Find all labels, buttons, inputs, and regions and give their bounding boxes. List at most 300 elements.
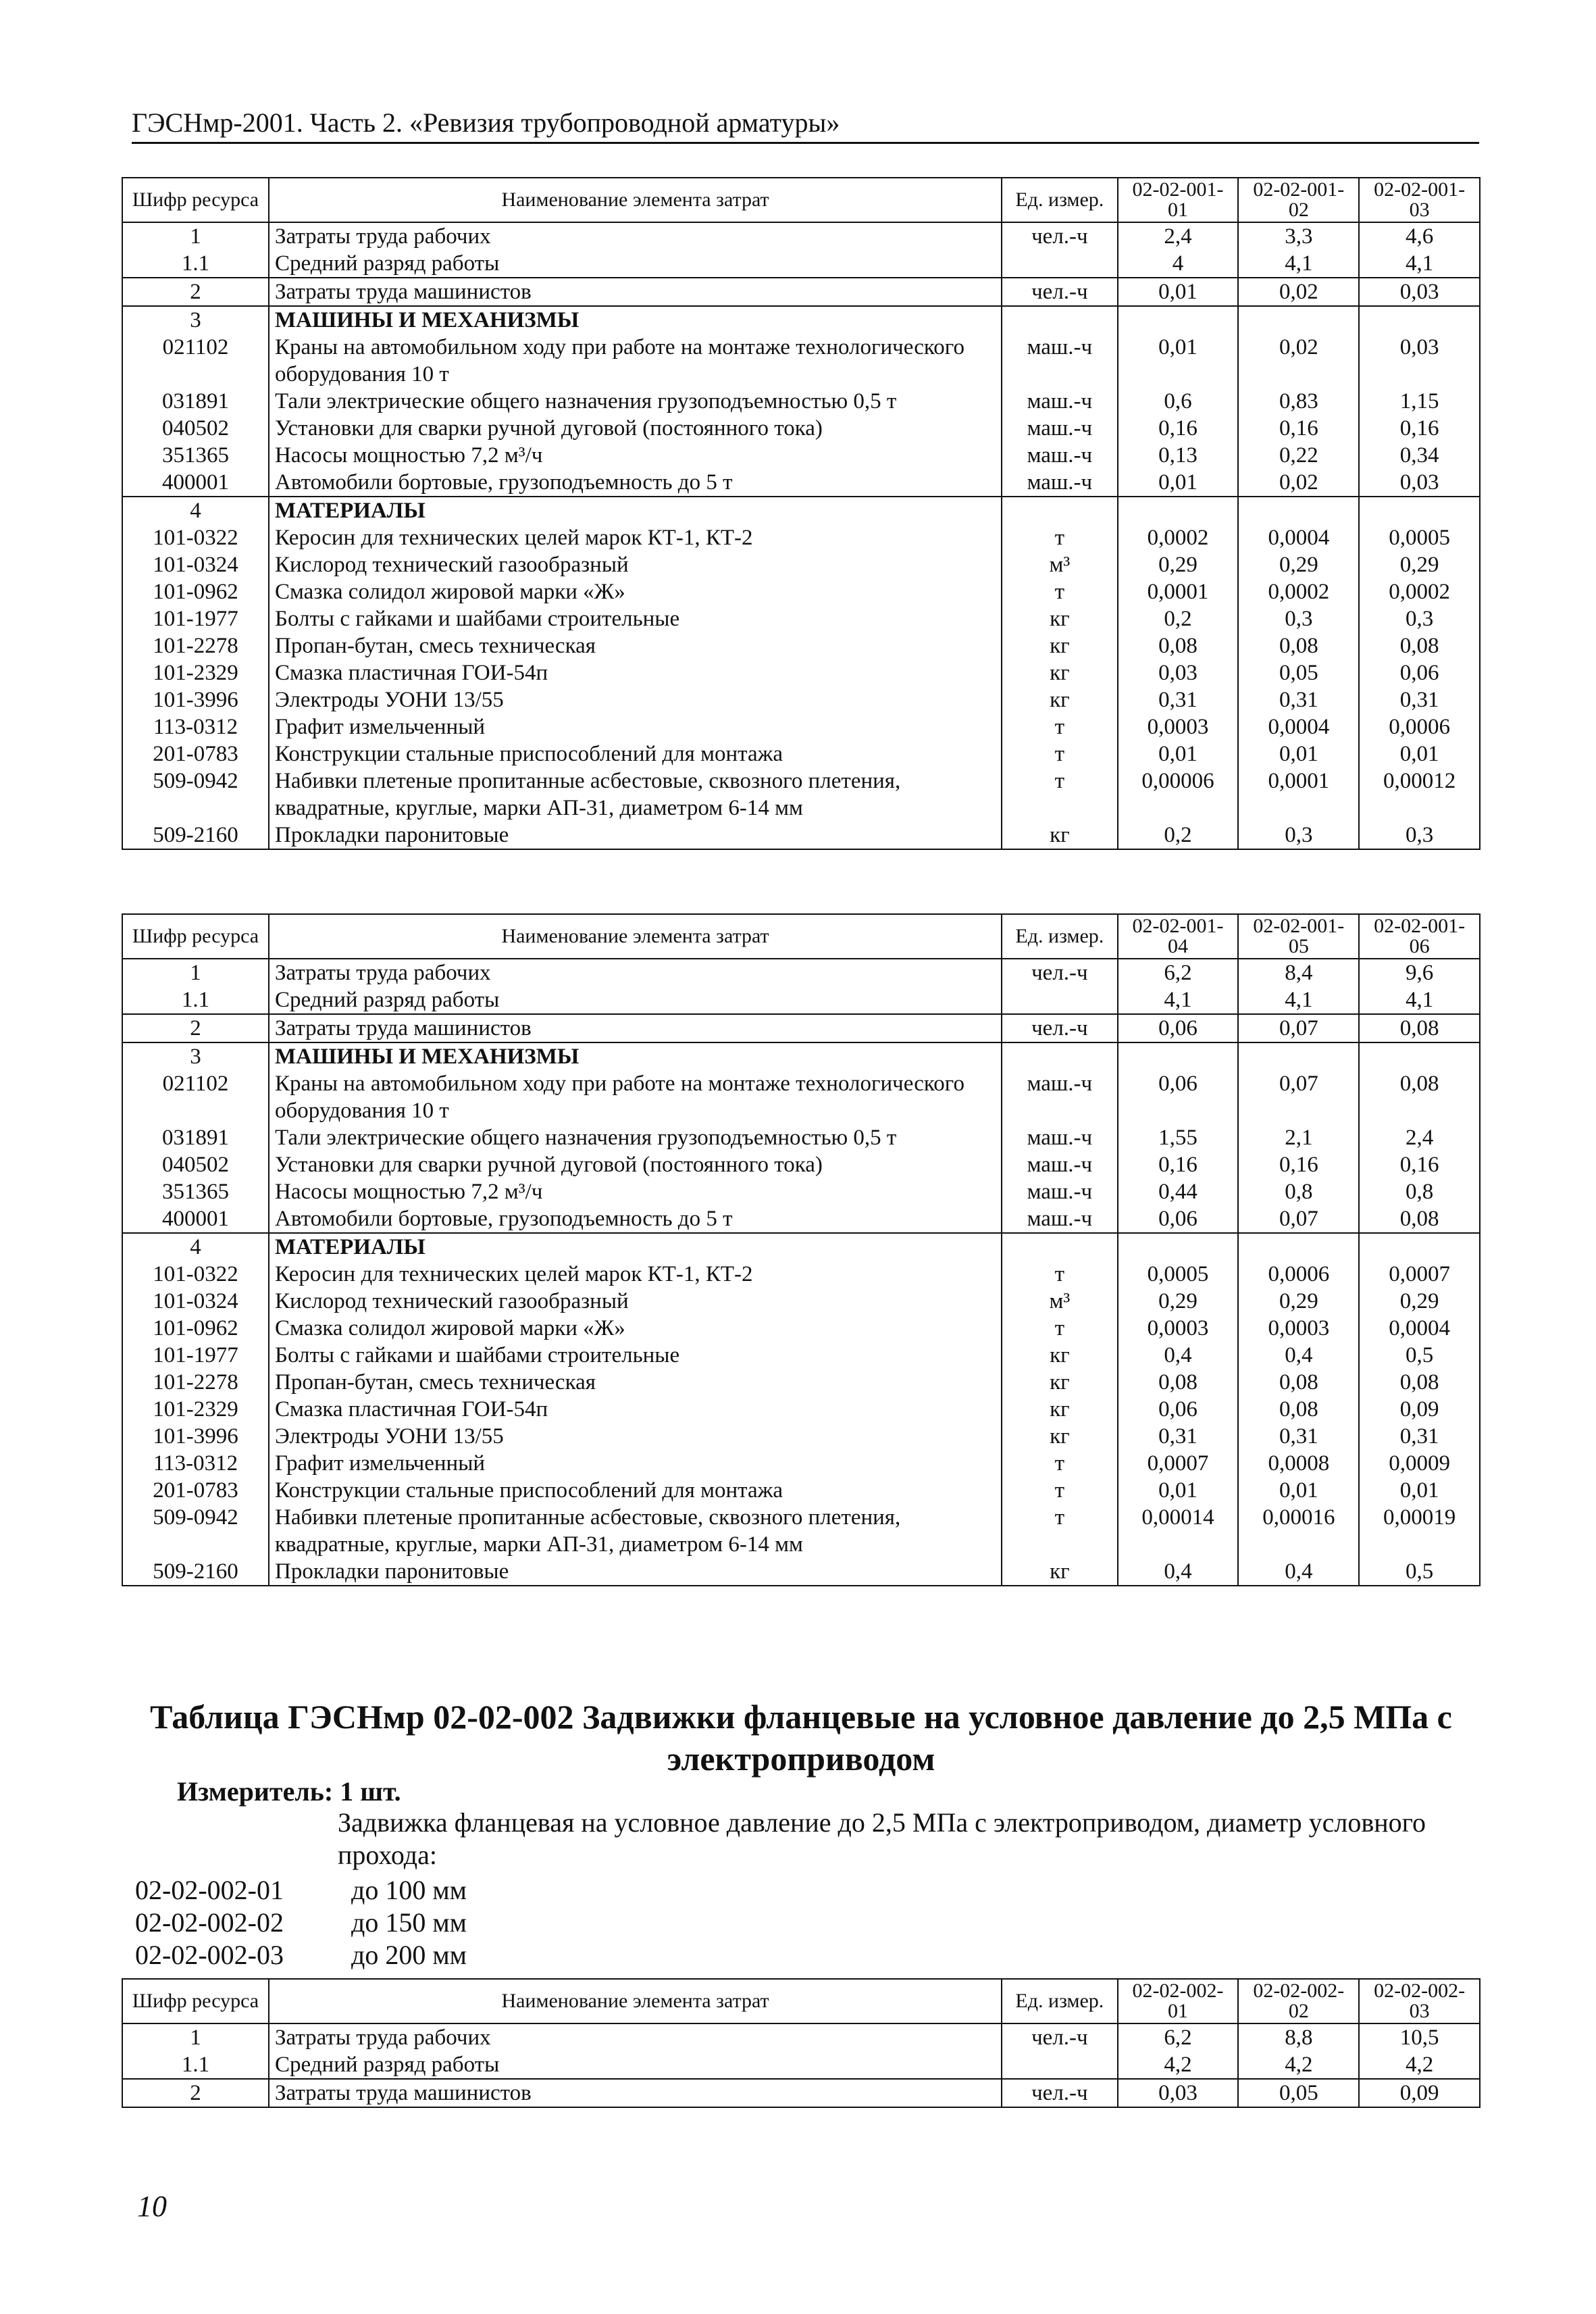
norm-value-cell: 0,16 (1238, 1151, 1359, 1178)
unit-cell: маш.-ч (1002, 334, 1118, 388)
norm-value-cell: 0,00012 (1359, 768, 1480, 822)
norm-value-cell: 0,0006 (1359, 713, 1480, 740)
variant-item (135, 1939, 467, 1971)
resource-code-cell: 101-3996 (122, 686, 269, 713)
table-row (122, 740, 1480, 768)
resource-code-cell: 1 (122, 959, 269, 986)
unit-cell (1002, 1042, 1118, 1070)
norm-value-cell: 0,0003 (1118, 1315, 1239, 1342)
norm-value-cell: 2,1 (1238, 1124, 1359, 1151)
norm-value-cell: 0,08 (1359, 1205, 1480, 1233)
norm-value-cell: 0,01 (1118, 740, 1239, 768)
table-row (122, 1042, 1480, 1070)
norm-value-cell: 0,0009 (1359, 1450, 1480, 1477)
norm-value-cell: 0,01 (1118, 334, 1239, 388)
cost-element-name-cell: Электроды УОНИ 13/55 (269, 686, 1002, 713)
variant-code: 02-02-002-01 (135, 1875, 284, 1905)
norm-value-cell: 0,06 (1118, 1014, 1239, 1042)
norm-value-cell: 0,0005 (1118, 1261, 1239, 1288)
norm-value-cell: 4,6 (1359, 222, 1480, 250)
cost-element-name-cell: Смазка пластичная ГОИ-54п (269, 1396, 1002, 1423)
cost-element-name-cell: Электроды УОНИ 13/55 (269, 1423, 1002, 1450)
norm-value-cell: 0,31 (1359, 686, 1480, 713)
variant-text: до 150 мм (351, 1907, 467, 1938)
norm-value-cell: 0,0004 (1238, 713, 1359, 740)
table-row (122, 822, 1480, 849)
resource-code-cell: 101-0962 (122, 1315, 269, 1342)
cost-element-name-cell: Набивки плетеные пропитанные асбестовые, сквозного плетения, квадратные, круглые, марки АП-31, диаметром 6-14 мм (269, 768, 1002, 822)
norm-value-cell: 4,1 (1238, 986, 1359, 1014)
norm-value-cell: 4,1 (1118, 986, 1239, 1014)
unit-cell: маш.-ч (1002, 442, 1118, 469)
norm-value-cell (1238, 306, 1359, 334)
resource-code-cell: 101-1977 (122, 605, 269, 632)
unit-cell: кг (1002, 605, 1118, 632)
resource-code-cell: 3 (122, 306, 269, 334)
table-row (122, 686, 1480, 713)
norm-value-cell: 0,08 (1238, 632, 1359, 659)
running-header: ГЭСНмр-2001. Часть 2. «Ревизия трубопроводной арматуры» (132, 107, 1479, 144)
resource-code-cell: 101-2278 (122, 1369, 269, 1396)
cost-element-name-cell: Затраты труда рабочих (269, 222, 1002, 250)
table-row (122, 1342, 1480, 1369)
resource-code-cell: 4 (122, 1233, 269, 1261)
resource-code-cell: 040502 (122, 415, 269, 442)
table-header-row (122, 914, 1480, 959)
table-row (122, 1315, 1480, 1342)
table-row (122, 1396, 1480, 1423)
table-row (122, 1178, 1480, 1205)
unit-cell: маш.-ч (1002, 1124, 1118, 1151)
norm-value-cell: 0,00019 (1359, 1504, 1480, 1558)
norm-value-cell: 0,3 (1238, 822, 1359, 849)
unit-cell (1002, 2051, 1118, 2079)
table-header-row (122, 178, 1480, 222)
unit-cell: кг (1002, 1396, 1118, 1423)
norm-value-cell: 6,2 (1118, 2023, 1239, 2051)
unit-cell: т (1002, 713, 1118, 740)
norm-value-cell: 0,29 (1359, 551, 1480, 578)
norm-value-cell: 9,6 (1359, 959, 1480, 986)
norm-value-cell: 0,02 (1238, 469, 1359, 497)
unit-cell: т (1002, 1504, 1118, 1558)
unit-cell: т (1002, 740, 1118, 768)
header-norm-code-2: 02-02-002-02 (1238, 1979, 1359, 2023)
unit-cell: кг (1002, 632, 1118, 659)
cost-element-name-cell: Конструкции стальные приспособлений для монтажа (269, 1477, 1002, 1504)
norm-value-cell: 4,1 (1359, 250, 1480, 278)
unit-cell: м³ (1002, 1288, 1118, 1315)
norm-value-cell: 0,07 (1238, 1205, 1359, 1233)
unit-cell: чел.-ч (1002, 959, 1118, 986)
header-norm-code-3: 02-02-001-06 (1359, 914, 1480, 959)
norm-value-cell: 0,31 (1118, 1423, 1239, 1450)
unit-cell: чел.-ч (1002, 2023, 1118, 2051)
cost-element-name-cell: Тали электрические общего назначения грузоподъемностью 0,5 т (269, 1124, 1002, 1151)
unit-cell: маш.-ч (1002, 415, 1118, 442)
meter-label: Измеритель: 1 шт. (177, 1776, 401, 1807)
norm-value-cell: 0,0003 (1118, 713, 1239, 740)
resource-code-cell: 400001 (122, 469, 269, 497)
table-row (122, 334, 1480, 388)
norm-value-cell: 0,07 (1238, 1070, 1359, 1124)
norm-value-cell: 1,15 (1359, 388, 1480, 415)
header-name: Наименование элемента затрат (269, 178, 1002, 222)
cost-element-name-cell: Керосин для технических целей марок КТ-1, КТ-2 (269, 1261, 1002, 1288)
unit-cell: т (1002, 1315, 1118, 1342)
header-norm-code-1: 02-02-001-01 (1118, 178, 1239, 222)
resource-code-cell: 201-0783 (122, 1477, 269, 1504)
norm-value-cell: 8,8 (1238, 2023, 1359, 2051)
table-row (122, 497, 1480, 524)
norm-value-cell: 0,06 (1359, 659, 1480, 686)
norm-value-cell: 0,01 (1118, 278, 1239, 306)
norm-value-cell: 0,05 (1238, 2079, 1359, 2107)
unit-cell: чел.-ч (1002, 2079, 1118, 2107)
table-row (122, 986, 1480, 1014)
norm-value-cell: 0,08 (1359, 1070, 1480, 1124)
table-row (122, 959, 1480, 986)
resource-code-cell: 1 (122, 222, 269, 250)
table-row (122, 388, 1480, 415)
norm-value-cell: 4,2 (1118, 2051, 1239, 2079)
cost-element-name-cell: Затраты труда машинистов (269, 2079, 1002, 2107)
table-row (122, 222, 1480, 250)
norm-value-cell: 0,13 (1118, 442, 1239, 469)
norm-value-cell: 0,00014 (1118, 1504, 1239, 1558)
header-code: Шифр ресурса (122, 914, 269, 959)
unit-cell (1002, 986, 1118, 1014)
norm-value-cell: 0,0006 (1238, 1261, 1359, 1288)
norm-value-cell: 0,02 (1238, 278, 1359, 306)
norm-value-cell: 4 (1118, 250, 1239, 278)
table-row (122, 1423, 1480, 1450)
resource-code-cell: 101-0324 (122, 1288, 269, 1315)
resource-code-cell: 1.1 (122, 986, 269, 1014)
norm-value-cell: 0,09 (1359, 1396, 1480, 1423)
unit-cell: м³ (1002, 551, 1118, 578)
cost-element-name-cell: Автомобили бортовые, грузоподъемность до 5 т (269, 469, 1002, 497)
header-code: Шифр ресурса (122, 1979, 269, 2023)
unit-cell: кг (1002, 1342, 1118, 1369)
norm-value-cell: 0,01 (1238, 740, 1359, 768)
unit-cell: кг (1002, 659, 1118, 686)
section-description: Задвижка фланцевая на условное давление до 2,5 МПа с электроприводом, диаметр условного прохода: (338, 1807, 1426, 1870)
cost-element-name-cell: Пропан-бутан, смесь техническая (269, 632, 1002, 659)
norm-value-cell: 0,16 (1238, 415, 1359, 442)
resource-code-cell: 1.1 (122, 2051, 269, 2079)
table-row (122, 1233, 1480, 1261)
norm-value-cell: 0,06 (1118, 1070, 1239, 1124)
page-number: 10 (137, 2190, 167, 2223)
norms-table-02-02-002 (122, 1978, 1481, 2108)
resource-code-cell: 021102 (122, 1070, 269, 1124)
norm-value-cell: 0,03 (1359, 278, 1480, 306)
header-code: Шифр ресурса (122, 178, 269, 222)
table-row (122, 1205, 1480, 1233)
cost-element-name-cell: Затраты труда машинистов (269, 278, 1002, 306)
table-row (122, 1288, 1480, 1315)
norm-value-cell: 0,3 (1238, 605, 1359, 632)
unit-cell (1002, 1233, 1118, 1261)
cost-element-name-cell: Болты с гайками и шайбами строительные (269, 1342, 1002, 1369)
norm-value-cell: 0,0007 (1118, 1450, 1239, 1477)
cost-element-name-cell: Автомобили бортовые, грузоподъемность до 5 т (269, 1205, 1002, 1233)
header-norm-code-2: 02-02-001-05 (1238, 914, 1359, 959)
resource-code-cell: 101-3996 (122, 1423, 269, 1450)
norm-value-cell: 0,09 (1359, 2079, 1480, 2107)
norm-value-cell: 0,01 (1359, 1477, 1480, 1504)
norm-value-cell: 0,03 (1118, 659, 1239, 686)
norm-value-cell: 0,4 (1238, 1558, 1359, 1586)
table-row (122, 1558, 1480, 1586)
norm-value-cell: 0,08 (1118, 632, 1239, 659)
table-row (122, 1124, 1480, 1151)
resource-code-cell: 3 (122, 1042, 269, 1070)
variant-code: 02-02-002-03 (135, 1940, 284, 1970)
table-row (122, 1070, 1480, 1124)
header-unit: Ед. измер. (1002, 178, 1118, 222)
unit-cell: кг (1002, 822, 1118, 849)
norm-value-cell: 0,08 (1238, 1369, 1359, 1396)
unit-cell: чел.-ч (1002, 222, 1118, 250)
table-row (122, 1261, 1480, 1288)
norm-value-cell: 0,16 (1359, 1151, 1480, 1178)
header-norm-code-1: 02-02-001-04 (1118, 914, 1239, 959)
unit-cell: кг (1002, 1423, 1118, 1450)
norm-value-cell: 0,03 (1359, 334, 1480, 388)
norm-value-cell: 0,05 (1238, 659, 1359, 686)
cost-element-name-cell: Пропан-бутан, смесь техническая (269, 1369, 1002, 1396)
resource-code-cell: 101-0324 (122, 551, 269, 578)
cost-element-name-cell: Насосы мощностью 7,2 м³/ч (269, 1178, 1002, 1205)
unit-cell: маш.-ч (1002, 1205, 1118, 1233)
norm-value-cell: 0,2 (1118, 822, 1239, 849)
norm-value-cell: 0,16 (1359, 415, 1480, 442)
norm-value-cell: 0,3 (1359, 822, 1480, 849)
header-unit: Ед. измер. (1002, 914, 1118, 959)
unit-cell: кг (1002, 1558, 1118, 1586)
norm-value-cell: 0,08 (1238, 1396, 1359, 1423)
resource-code-cell: 031891 (122, 388, 269, 415)
norm-value-cell: 0,31 (1238, 686, 1359, 713)
norm-value-cell: 0,29 (1238, 551, 1359, 578)
table-row (122, 1477, 1480, 1504)
header-norm-code-3: 02-02-002-03 (1359, 1979, 1480, 2023)
norm-value-cell: 0,00016 (1238, 1504, 1359, 1558)
header-unit: Ед. измер. (1002, 1979, 1118, 2023)
resource-code-cell: 101-2278 (122, 632, 269, 659)
norm-value-cell: 8,4 (1238, 959, 1359, 986)
table-row (122, 278, 1480, 306)
unit-cell: кг (1002, 1369, 1118, 1396)
cost-element-name-cell: МАШИНЫ И МЕХАНИЗМЫ (269, 306, 1002, 334)
table-row (122, 2079, 1480, 2107)
norm-value-cell: 0,29 (1238, 1288, 1359, 1315)
unit-cell (1002, 306, 1118, 334)
table-row (122, 713, 1480, 740)
resource-code-cell: 1.1 (122, 250, 269, 278)
norm-value-cell: 0,4 (1118, 1558, 1239, 1586)
norm-value-cell: 0,01 (1118, 469, 1239, 497)
cost-element-name-cell: Средний разряд работы (269, 250, 1002, 278)
unit-cell (1002, 497, 1118, 524)
norm-value-cell: 0,31 (1118, 686, 1239, 713)
cost-element-name-cell: Средний разряд работы (269, 986, 1002, 1014)
cost-element-name-cell: Кислород технический газообразный (269, 1288, 1002, 1315)
norms-table-02-02-001-part2 (122, 913, 1481, 1586)
unit-cell: маш.-ч (1002, 469, 1118, 497)
norm-value-cell: 0,02 (1238, 334, 1359, 388)
variant-text: до 200 мм (351, 1940, 467, 1970)
resource-code-cell: 1 (122, 2023, 269, 2051)
resource-code-cell: 509-0942 (122, 768, 269, 822)
cost-element-name-cell: Прокладки паронитовые (269, 1558, 1002, 1586)
cost-element-name-cell: Средний разряд работы (269, 2051, 1002, 2079)
norm-value-cell: 4,1 (1359, 986, 1480, 1014)
unit-cell: маш.-ч (1002, 1070, 1118, 1124)
norm-value-cell: 0,0003 (1238, 1315, 1359, 1342)
cost-element-name-cell: Конструкции стальные приспособлений для монтажа (269, 740, 1002, 768)
norm-value-cell: 0,22 (1238, 442, 1359, 469)
variant-code: 02-02-002-02 (135, 1907, 284, 1938)
unit-cell: кг (1002, 686, 1118, 713)
resource-code-cell: 400001 (122, 1205, 269, 1233)
norm-value-cell (1118, 1233, 1239, 1261)
norm-value-cell: 4,2 (1359, 2051, 1480, 2079)
table-header-row (122, 1979, 1480, 2023)
unit-cell: маш.-ч (1002, 1178, 1118, 1205)
cost-element-name-cell: Смазка солидол жировой марки «Ж» (269, 1315, 1002, 1342)
norm-value-cell: 0,0001 (1238, 768, 1359, 822)
norm-value-cell: 0,08 (1118, 1369, 1239, 1396)
norm-value-cell: 2,4 (1359, 1124, 1480, 1151)
norms-table-02-02-001-part1 (122, 177, 1481, 850)
table-row (122, 1504, 1480, 1558)
section-title: Таблица ГЭСНмр 02-02-002 Задвижки фланцевые на условное давление до 2,5 МПа с электроприводом (150, 1698, 1452, 1778)
norm-value-cell: 0,03 (1118, 2079, 1239, 2107)
resource-code-cell: 509-2160 (122, 822, 269, 849)
unit-cell: чел.-ч (1002, 1014, 1118, 1042)
cost-element-name-cell: Насосы мощностью 7,2 м³/ч (269, 442, 1002, 469)
norm-value-cell: 0,31 (1359, 1423, 1480, 1450)
unit-cell (1002, 250, 1118, 278)
norm-value-cell: 6,2 (1118, 959, 1239, 986)
resource-code-cell: 021102 (122, 334, 269, 388)
cost-element-name-cell: МАШИНЫ И МЕХАНИЗМЫ (269, 1042, 1002, 1070)
norm-value-cell (1359, 306, 1480, 334)
resource-code-cell: 040502 (122, 1151, 269, 1178)
norm-value-cell (1359, 1233, 1480, 1261)
cost-element-name-cell: Графит измельченный (269, 713, 1002, 740)
table-row (122, 250, 1480, 278)
resource-code-cell: 2 (122, 2079, 269, 2107)
cost-element-name-cell: Затраты труда рабочих (269, 959, 1002, 986)
cost-element-name-cell: Установки для сварки ручной дуговой (постоянного тока) (269, 415, 1002, 442)
norm-value-cell: 0,2 (1118, 605, 1239, 632)
norm-value-cell (1238, 1042, 1359, 1070)
norm-value-cell (1118, 306, 1239, 334)
norm-value-cell: 0,0002 (1359, 578, 1480, 605)
unit-cell: т (1002, 578, 1118, 605)
variant-text: до 100 мм (351, 1875, 467, 1905)
norm-value-cell (1118, 1042, 1239, 1070)
table-body (122, 2023, 1480, 2107)
norm-value-cell (1118, 497, 1239, 524)
resource-code-cell: 4 (122, 497, 269, 524)
cost-element-name-cell: Краны на автомобильном ходу при работе на монтаже технологического оборудования 10 т (269, 1070, 1002, 1124)
cost-element-name-cell: Затраты труда машинистов (269, 1014, 1002, 1042)
norm-value-cell: 0,08 (1359, 1369, 1480, 1396)
table-body (122, 222, 1480, 849)
unit-cell: т (1002, 524, 1118, 551)
cost-element-name-cell: Болты с гайками и шайбами строительные (269, 605, 1002, 632)
unit-cell: маш.-ч (1002, 1151, 1118, 1178)
cost-element-name-cell: Установки для сварки ручной дуговой (постоянного тока) (269, 1151, 1002, 1178)
header-name: Наименование элемента затрат (269, 1979, 1002, 2023)
norm-value-cell: 0,03 (1359, 469, 1480, 497)
cost-element-name-cell: МАТЕРИАЛЫ (269, 497, 1002, 524)
resource-code-cell: 2 (122, 278, 269, 306)
resource-code-cell: 201-0783 (122, 740, 269, 768)
norm-value-cell: 0,16 (1118, 1151, 1239, 1178)
cost-element-name-cell: Керосин для технических целей марок КТ-1, КТ-2 (269, 524, 1002, 551)
table-body (122, 959, 1480, 1586)
norm-value-cell: 0,16 (1118, 415, 1239, 442)
variant-item (135, 1907, 467, 1939)
table-row (122, 551, 1480, 578)
norm-value-cell: 0,0007 (1359, 1261, 1480, 1288)
norm-value-cell: 0,0008 (1238, 1450, 1359, 1477)
norm-value-cell: 0,4 (1118, 1342, 1239, 1369)
norm-value-cell: 0,0002 (1238, 578, 1359, 605)
cost-element-name-cell: Набивки плетеные пропитанные асбестовые, сквозного плетения, квадратные, круглые, марки АП-31, диаметром 6-14 мм (269, 1504, 1002, 1558)
resource-code-cell: 101-1977 (122, 1342, 269, 1369)
norm-value-cell: 0,5 (1359, 1558, 1480, 1586)
header-norm-code-1: 02-02-002-01 (1118, 1979, 1239, 2023)
resource-code-cell: 101-0962 (122, 578, 269, 605)
norm-value-cell (1238, 497, 1359, 524)
norm-value-cell: 0,83 (1238, 388, 1359, 415)
unit-cell: маш.-ч (1002, 388, 1118, 415)
norm-value-cell: 4,1 (1238, 250, 1359, 278)
unit-cell: т (1002, 1261, 1118, 1288)
table-row (122, 1369, 1480, 1396)
norm-value-cell: 2,4 (1118, 222, 1239, 250)
resource-code-cell: 351365 (122, 442, 269, 469)
resource-code-cell: 509-2160 (122, 1558, 269, 1586)
resource-code-cell: 101-0322 (122, 1261, 269, 1288)
norm-value-cell: 0,0001 (1118, 578, 1239, 605)
table-row (122, 632, 1480, 659)
norm-value-cell: 1,55 (1118, 1124, 1239, 1151)
norm-value-cell: 4,2 (1238, 2051, 1359, 2079)
norm-value-cell: 0,08 (1359, 632, 1480, 659)
norm-value-cell: 0,5 (1359, 1342, 1480, 1369)
norm-value-cell: 0,4 (1238, 1342, 1359, 1369)
norm-value-cell: 0,0005 (1359, 524, 1480, 551)
norm-value-cell: 0,6 (1118, 388, 1239, 415)
norm-value-cell: 0,0002 (1118, 524, 1239, 551)
cost-element-name-cell: Графит измельченный (269, 1450, 1002, 1477)
header-name: Наименование элемента затрат (269, 914, 1002, 959)
variant-item (135, 1874, 467, 1907)
norm-value-cell: 0,0004 (1238, 524, 1359, 551)
norm-value-cell (1359, 497, 1480, 524)
cost-element-name-cell: Смазка солидол жировой марки «Ж» (269, 578, 1002, 605)
table-row (122, 1014, 1480, 1042)
unit-cell: т (1002, 1477, 1118, 1504)
